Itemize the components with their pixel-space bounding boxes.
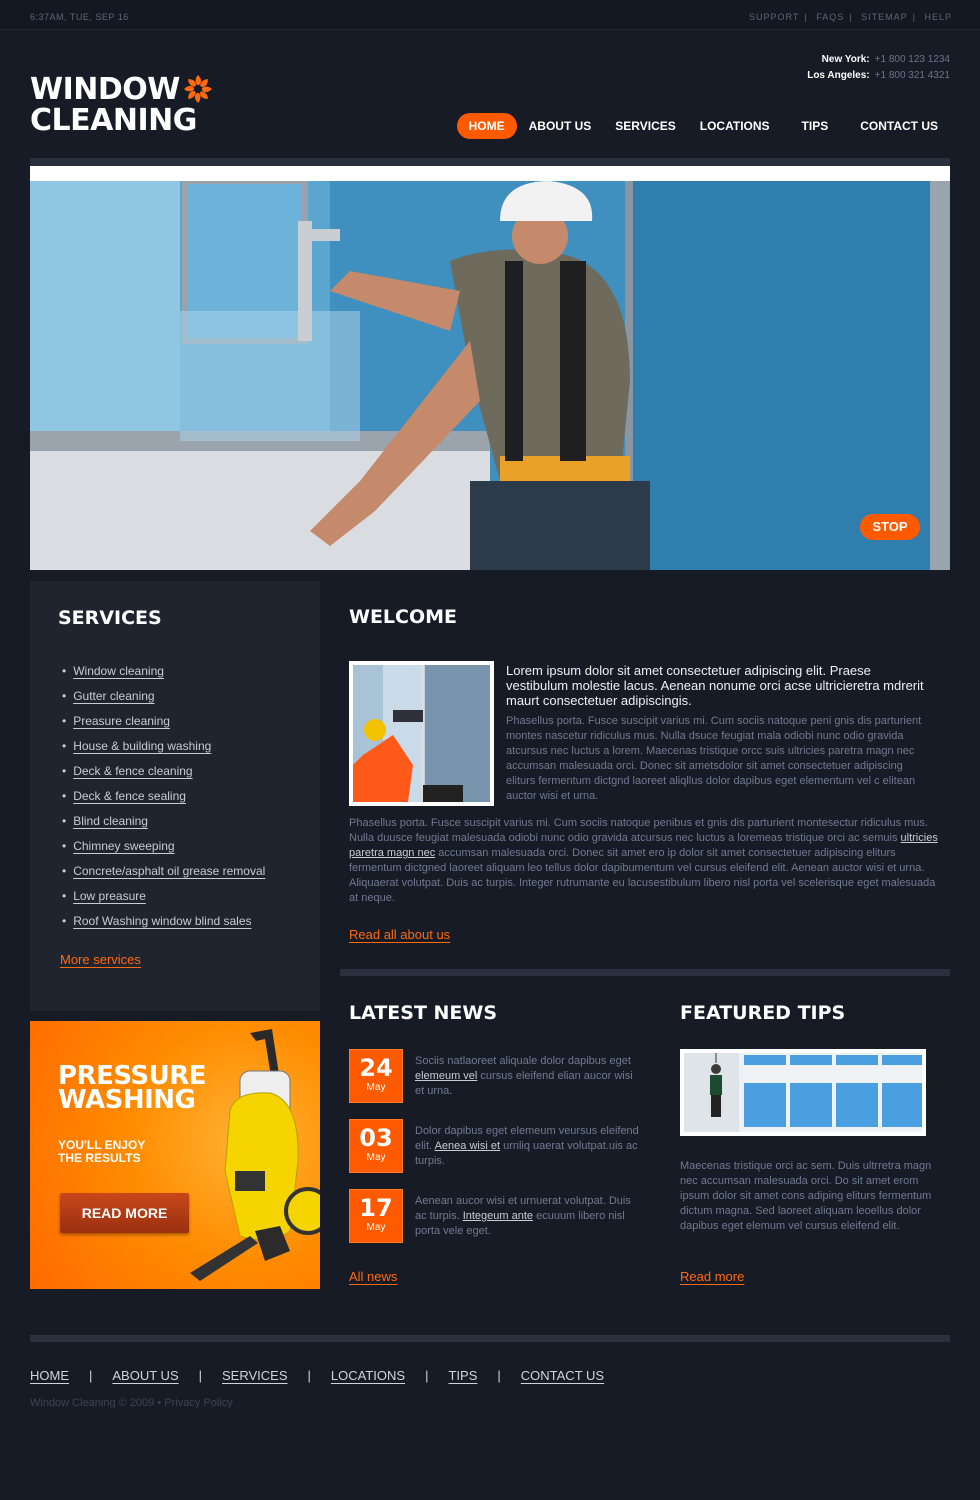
news-link[interactable]: elemeum vel (415, 1070, 478, 1082)
list-item: • House & building washing (62, 739, 212, 753)
welcome-image (349, 661, 494, 806)
news-link[interactable]: Aenea wisi et (434, 1140, 501, 1152)
services-panel (30, 581, 320, 1011)
date-badge: 17 May (349, 1189, 403, 1243)
service-link[interactable]: Window cleaning (73, 664, 164, 678)
list-item: • Concrete/asphalt oil grease removal (62, 864, 266, 878)
service-link[interactable]: Blind cleaning (73, 814, 148, 828)
hero-frame (30, 158, 950, 166)
list-item: • Gutter cleaning (62, 689, 155, 703)
copyright-text: Window Cleaning © 2009 • Privacy Policy (30, 1397, 233, 1409)
help-link[interactable]: HELP (924, 12, 952, 22)
nav-locations[interactable]: LOCATIONS (699, 119, 770, 133)
date-time: 6:37AM, TUE, SEP 16 (30, 12, 129, 22)
list-item: • Chimney sweeping (62, 839, 175, 853)
news-text: Dolor dapibus eget elemeum veursus eleifend elit. Aenea wisi et urnliq uaerat volutpat.uis ac turpis. (415, 1125, 639, 1167)
hero-frame-top (30, 166, 950, 181)
services-title: SERVICES (58, 607, 162, 629)
hero-slider (30, 181, 950, 570)
latest-news-title: LATEST NEWS (349, 1002, 498, 1024)
list-item: • Deck & fence cleaning (62, 764, 193, 778)
worker-photo (353, 665, 490, 802)
logo-line-1: WINDOW (30, 72, 180, 107)
faqs-link[interactable]: FAQS (816, 12, 845, 22)
footer-contact-us-link[interactable]: CONTACT US (520, 1368, 605, 1383)
welcome-paragraph-1: Phasellus porta. Fusce suscipit varius mi. Cum sociis natoque peni gnis dis parturient montes nascetur ridiculus mus. Nulla dsuce feugiat mala odiobi nunc odio gravida atcursus nec luctus a lorem. Maecenas tristique orcc suis ultricies paretra magn nec accumsan malesuada orci. Donec sit ametsdolor sit amet consectetuer adipiscing eliturs fermentum dictgnd laoreet aliqllus dolor dapibus eget elementum vel c elitean auctor wisi et urna. (506, 715, 922, 802)
more-services-link[interactable]: More services (60, 952, 141, 967)
footer-tips-link[interactable]: TIPS (448, 1368, 478, 1383)
stop-button[interactable]: STOP (860, 514, 920, 540)
nav-contact-us[interactable]: CONTACT US (860, 119, 938, 133)
support-link[interactable]: SUPPORT (749, 12, 800, 22)
service-link[interactable]: Preasure cleaning (73, 714, 170, 728)
site-logo[interactable] (30, 74, 197, 136)
welcome-lead: Lorem ipsum dolor sit amet consectetuer adipiscing elit. Praese vestibulum molestie lacus. Aenean nonume orci acse ultricieretra mdrerit maurt consectetuer adipiscingis. (506, 663, 924, 708)
hero-image (30, 181, 950, 570)
welcome-title: WELCOME (349, 606, 458, 628)
welcome-paragraph-2: Phasellus porta. Fusce suscipit varius mi. Cum sociis natoque penibus et gnis dis parturient montesectur ridiculus mus. Nulla duusce feugiat malesuada odiobi nunc odio gravida atcursus nec luctus a loremeas tristique orci ac semuis ultricies paretra magn nec accumsan malesuada orci. Donec sit amet ero ip dolor sit amet consectetuer adipiscing eliturs fermentum dictgned laoreet aliquam leo tellus dolor dapibumentum vel cursus eleifend elit. Aenean auctor wisi et urna. Aliquaerat volutpat. Duis ac turpis. Integer rutrumante eu lacusestibulum libero nisl porta vel scelerisque eget malesuada at neque. (349, 817, 938, 904)
top-links: SUPPORT | FAQS | SITEMAP | HELP (749, 12, 952, 22)
list-item: • Deck & fence sealing (62, 789, 186, 803)
pressure-washer-image (180, 1021, 320, 1289)
date-badge: 03 May (349, 1119, 403, 1173)
phone-numbers (807, 52, 950, 84)
nav-home[interactable]: HOME (457, 113, 517, 139)
building-photo (684, 1053, 922, 1132)
service-link[interactable]: Deck & fence sealing (73, 789, 186, 803)
service-link[interactable]: Chimney sweeping (73, 839, 175, 853)
news-item (349, 1119, 649, 1173)
promo-title: PRESSURE WASHING (58, 1061, 207, 1115)
footer-services-link[interactable]: SERVICES (222, 1368, 288, 1383)
news-text: Sociis natlaoreet aliquale dolor dapibus eget elemeum vel cursus eleifend elian aucor wisi et urna. (415, 1055, 633, 1097)
news-item (349, 1189, 649, 1243)
list-item: • Blind cleaning (62, 814, 148, 828)
footer-about-us-link[interactable]: ABOUT US (112, 1368, 179, 1383)
list-item: • Roof Washing window blind sales (62, 914, 252, 928)
top-bar (0, 0, 980, 30)
news-link[interactable]: Integeum ante (462, 1210, 534, 1222)
list-item: • Low preasure (62, 889, 146, 903)
date-badge: 24 May (349, 1049, 403, 1103)
news-item (349, 1049, 649, 1103)
service-link[interactable]: Concrete/asphalt oil grease removal (73, 864, 266, 878)
nav-services[interactable]: SERVICES (615, 119, 676, 133)
nav-tips[interactable]: TIPS (801, 119, 829, 133)
all-news-link[interactable]: All news (349, 1269, 398, 1284)
service-link[interactable]: Roof Washing window blind sales (73, 914, 252, 928)
list-item: • Window cleaning (62, 664, 164, 678)
logo-line-2: CLEANING (30, 103, 197, 138)
tips-read-more-link[interactable]: Read more (680, 1269, 745, 1284)
service-link[interactable]: Deck & fence cleaning (73, 764, 193, 778)
pressure-washing-banner[interactable] (30, 1021, 320, 1289)
sitemap-link[interactable]: SITEMAP (861, 12, 908, 22)
tips-text: Maecenas tristique orci ac sem. Duis ultrretra magn nec accumsan malesuada orci. Do sit amet erom ipsum dolor sit amet cons adiping eliturs fermentum dictum magna. Sed laoreet aliquam leoellus dolor dapibus eget elemum vel cursus eleifend elit. (680, 1160, 932, 1232)
footer-divider (30, 1335, 950, 1342)
services-list (62, 663, 265, 938)
phone-los-angeles: Los Angeles: +1 800 321 4321 (807, 70, 950, 81)
footer-locations-link[interactable]: LOCATIONS (330, 1368, 406, 1383)
sun-icon (183, 74, 213, 104)
inline-link[interactable]: ultricies paretra magn nec (349, 832, 938, 859)
service-link[interactable]: Low preasure (73, 889, 146, 903)
news-text: Aenean aucor wisi et urnuerat volutpat. Duis ac turpis. Integeum ante ecuuum libero nisl porta vele eget. (415, 1195, 631, 1237)
service-link[interactable]: Gutter cleaning (73, 689, 155, 703)
read-all-about-us-link[interactable]: Read all about us (349, 927, 451, 942)
phone-new-york: New York: +1 800 123 1234 (821, 54, 950, 65)
featured-tips-title: FEATURED TIPS (680, 1002, 846, 1024)
list-item: • Preasure cleaning (62, 714, 170, 728)
footer-nav: HOME | ABOUT US | SERVICES | LOCATIONS | TIPS | CONTACT US (30, 1368, 605, 1383)
tips-image (680, 1049, 926, 1136)
section-divider (340, 969, 950, 976)
read-more-button[interactable]: READ MORE (60, 1193, 189, 1233)
footer-home-link[interactable]: HOME (30, 1368, 69, 1383)
service-link[interactable]: House & building washing (73, 739, 212, 753)
main-nav (457, 113, 950, 139)
nav-about-us[interactable]: ABOUT US (528, 119, 592, 133)
promo-subtitle: YOU'LL ENJOY THE RESULTS (58, 1138, 146, 1165)
